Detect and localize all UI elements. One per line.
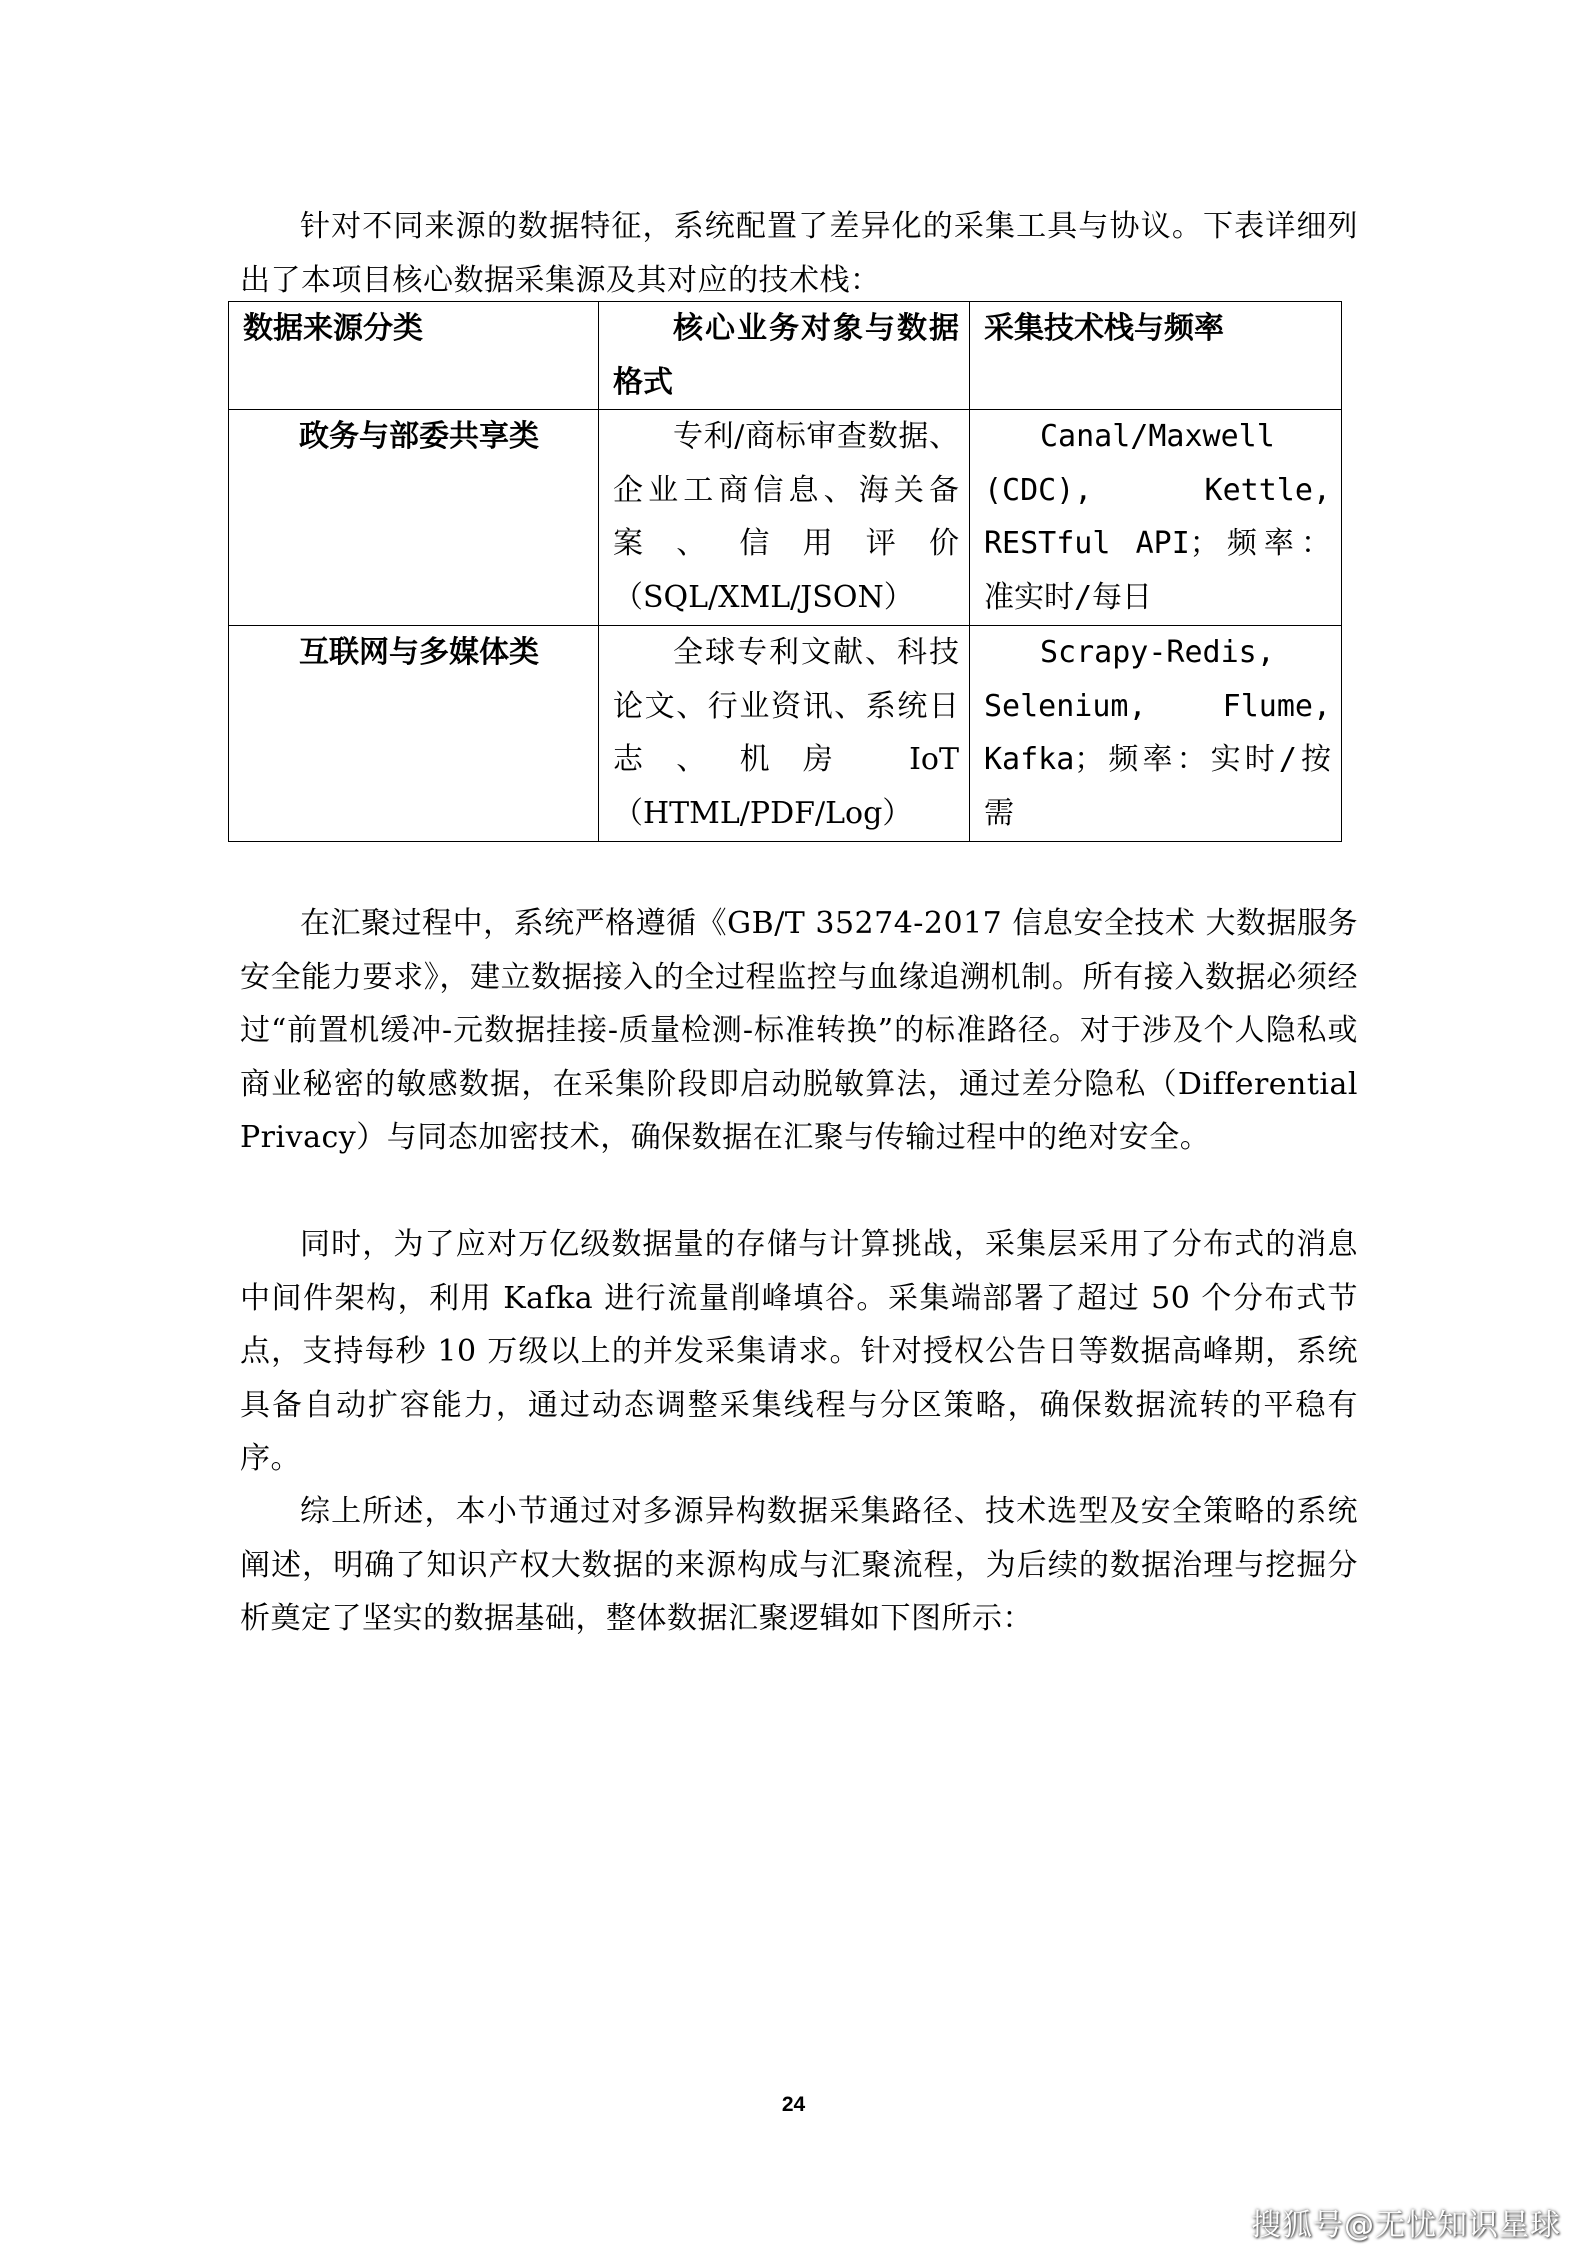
table-cell-tech: Canal/Maxwell (CDC), Kettle, RESTful API；频率：准实时/每日 (970, 410, 1342, 626)
table-row (229, 626, 1342, 842)
table-header-tech: 采集技术栈与频率 (970, 302, 1342, 410)
page-number: 24 (781, 2093, 806, 2116)
table-row (229, 410, 1342, 626)
table-cell-category: 政务与部委共享类 (229, 410, 599, 626)
table-header-row (229, 302, 1342, 410)
distributed-paragraph: 同时，为了应对万亿级数据量的存储与计算挑战，采集层采用了分布式的消息中间件架构，利用 Kafka 进行流量削峰填谷。采集端部署了超过 50 个分布式节点，支持每秒 10 万级以上的并发采集请求。针对授权公告日等数据高峰期，系统具备自动扩容能力，通过动态调整采集线程与分区策略，确保数据流转的平稳有序。 (240, 1227, 1358, 1476)
table-cell-objects: 全球专利文献、科技论文、行业资讯、系统日志、机房 IoT（HTML/PDF/Log） (599, 626, 970, 842)
intro-paragraph: 针对不同来源的数据特征，系统配置了差异化的采集工具与协议。下表详细列出了本项目核心数据采集源及其对应的技术栈： (240, 209, 1358, 298)
safety-paragraph: 在汇聚过程中，系统严格遵循《GB/T 35274-2017 信息安全技术 大数据服务安全能力要求》，建立数据接入的全过程监控与血缘追溯机制。所有接入数据必须经过“前置机缓冲-元数据挂接-质量检测-标准转换”的标准路径。对于涉及个人隐私或商业秘密的敏感数据，在采集阶段即启动脱敏算法，通过差分隐私（Differential Privacy）与同态加密技术，确保数据在汇聚与传输过程中的绝对安全。 (240, 906, 1358, 1155)
watermark: 搜狐号@无忧知识星球 (1251, 2208, 1561, 2243)
data-source-table (228, 301, 1342, 842)
table-cell-objects: 专利/商标审查数据、企业工商信息、海关备案、信用评价（SQL/XML/JSON） (599, 410, 970, 626)
summary-paragraph: 综上所述，本小节通过对多源异构数据采集路径、技术选型及安全策略的系统阐述，明确了知识产权大数据的来源构成与汇聚流程，为后续的数据治理与挖掘分析奠定了坚实的数据基础，整体数据汇聚逻辑如下图所示： (240, 1494, 1358, 1636)
table-header-objects: 核心业务对象与数据格式 (599, 302, 970, 410)
table-header-category: 数据来源分类 (229, 302, 599, 410)
table-cell-category: 互联网与多媒体类 (229, 626, 599, 842)
table-cell-tech: Scrapy-Redis, Selenium, Flume, Kafka；频率：实时/按需 (970, 626, 1342, 842)
